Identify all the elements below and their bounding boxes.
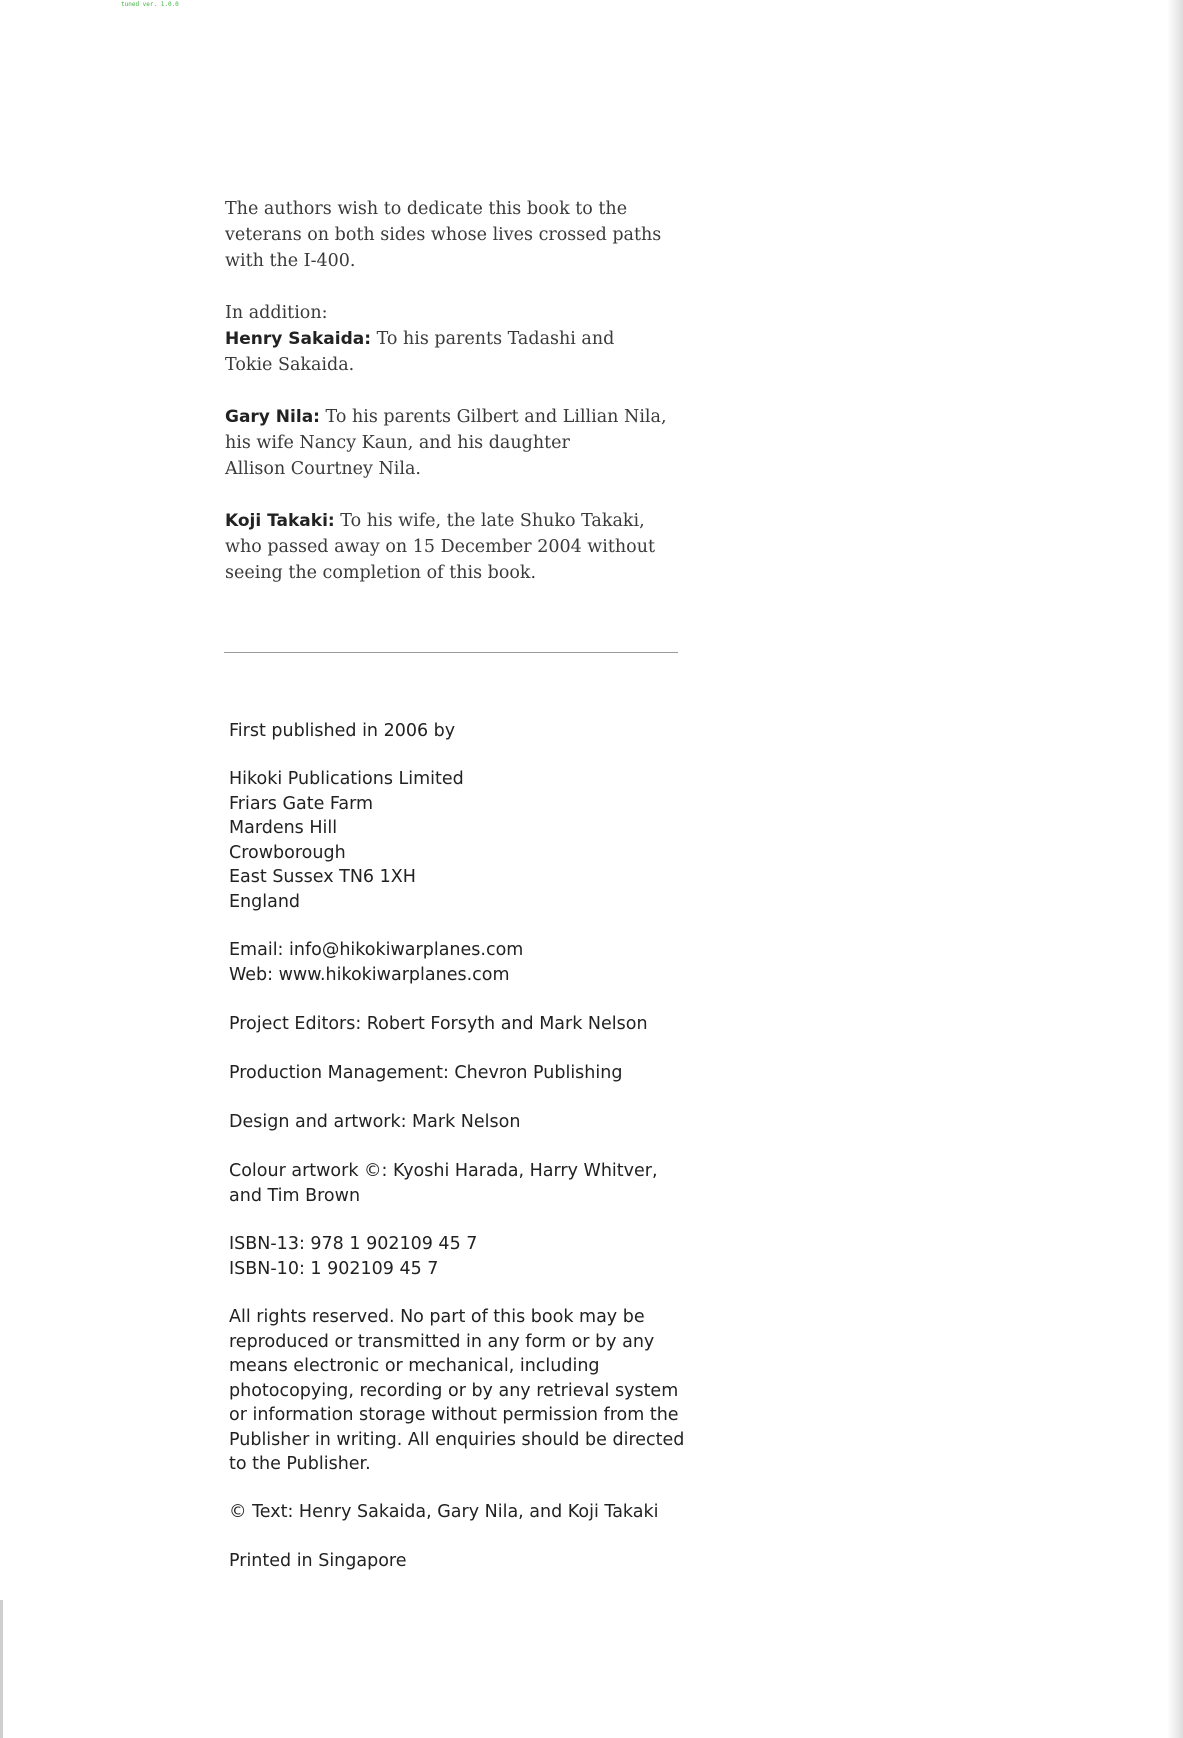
isbn-block — [229, 1232, 749, 1281]
printed-in: Printed in Singapore — [229, 1551, 407, 1571]
dedication-line: To his wife, the late Shuko Takaki, — [340, 511, 645, 531]
dedication-line: with the I-400. — [225, 251, 356, 271]
credit-line: Colour artwork ©: Kyoshi Harada, Harry Whitver, — [229, 1161, 658, 1181]
rights-line: or information storage without permission from the — [229, 1405, 679, 1425]
copyright-line: © Text: Henry Sakaida, Gary Nila, and Koji Takaki — [229, 1502, 659, 1522]
divider — [224, 652, 678, 653]
isbn-13: ISBN-13: 978 1 902109 45 7 — [229, 1234, 478, 1254]
address-line: England — [229, 891, 301, 912]
colour-artwork — [229, 1159, 749, 1208]
dedication-koji — [225, 508, 705, 586]
page-edge-left — [0, 1600, 3, 1738]
isbn-10: ISBN-10: 1 902109 45 7 — [229, 1258, 439, 1279]
rights-line: All rights reserved. No part of this book may be — [229, 1307, 645, 1327]
design-credit: Design and artwork: Mark Nelson — [229, 1112, 521, 1132]
gary-name: Gary Nila: — [225, 407, 320, 427]
address-line: Mardens Hill — [229, 818, 338, 838]
address-line: Hikoki Publications Limited — [229, 769, 464, 789]
koji-name: Koji Takaki: — [225, 511, 335, 531]
dedication-intro — [225, 196, 705, 274]
in-addition-label: In addition: — [225, 303, 328, 323]
credit-line: and Tim Brown — [229, 1185, 361, 1206]
rights-line: means electronic or mechanical, including — [229, 1356, 600, 1376]
rights-line: photocopying, recording or by any retrieval system — [229, 1380, 679, 1401]
rights-line: to the Publisher. — [229, 1454, 371, 1474]
contact — [229, 938, 749, 987]
rights-notice — [229, 1305, 749, 1477]
address-line: East Sussex TN6 1XH — [229, 867, 416, 887]
scan-stamp: tuned ver. 1.0.0 — [121, 1, 179, 8]
email-line: Email: info@hikokiwarplanes.com — [229, 940, 524, 960]
web-line: Web: www.hikokiwarplanes.com — [229, 964, 510, 985]
henry-name: Henry Sakaida: — [225, 329, 372, 349]
rights-line: Publisher in writing. All enquiries should be directed — [229, 1429, 685, 1450]
address-line: Friars Gate Farm — [229, 793, 374, 814]
page-edge-shadow — [1167, 0, 1183, 1738]
dedication-henry — [225, 300, 705, 378]
dedication-gary — [225, 404, 705, 482]
dedication-line: who passed away on 15 December 2004 without — [225, 537, 656, 557]
dedication-line: his wife Nancy Kaun, and his daughter — [225, 433, 570, 453]
production-management: Production Management: Chevron Publishing — [229, 1063, 623, 1083]
dedication-line: To his parents Gilbert and Lillian Nila, — [325, 407, 667, 427]
dedication-line: Tokie Sakaida. — [225, 355, 355, 375]
project-editors: Project Editors: Robert Forsyth and Mark Nelson — [229, 1014, 648, 1034]
dedication-line: The authors wish to dedicate this book to the — [225, 199, 628, 219]
dedication-line: To his parents Tadashi and — [376, 329, 615, 349]
dedication-line: Allison Courtney Nila. — [225, 459, 421, 479]
publisher-address — [229, 767, 749, 914]
dedication-line: veterans on both sides whose lives crossed paths — [225, 225, 662, 245]
address-line: Crowborough — [229, 842, 346, 863]
rights-line: reproduced or transmitted in any form or by any — [229, 1331, 655, 1352]
first-published: First published in 2006 by — [229, 721, 456, 741]
dedication-line: seeing the completion of this book. — [225, 563, 537, 583]
